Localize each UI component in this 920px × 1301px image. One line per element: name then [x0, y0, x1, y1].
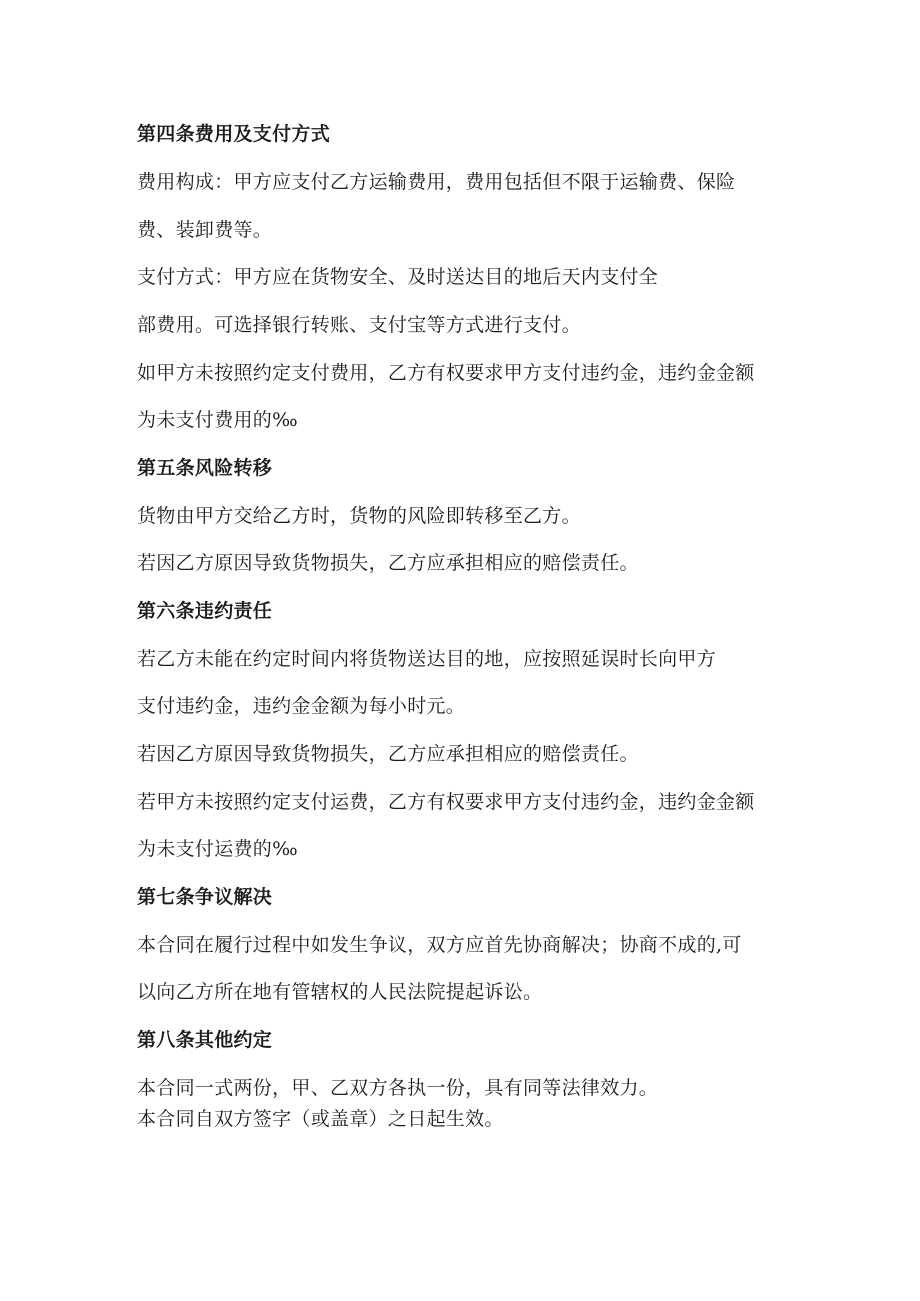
section8-copies-text: 本合同一式两份，甲、乙双方各执一份，具有同等法律效力。	[137, 1077, 659, 1099]
section4-fee-composition-line2: 费、装卸费等。	[137, 219, 273, 241]
section5-risk-transfer-text: 货物由甲方交给乙方时，货物的风险即转移至乙方。	[137, 505, 581, 527]
section7-heading: 第七条争议解决	[137, 886, 273, 908]
section8-heading: 第八条其他约定	[137, 1029, 273, 1051]
section4-payment-method-line1: 支付方式：甲方应在货物安全、及时送达目的地后天内支付全	[137, 266, 659, 288]
section4-late-fee-line2: 为未支付费用的‰	[137, 409, 298, 431]
section7-dispute-line2: 以向乙方所在地有管辖权的人民法院提起诉讼。	[137, 981, 543, 1003]
section8-effective-text: 本合同自双方签字（或盖章）之日起生效。	[137, 1108, 504, 1130]
section7-dispute-line1: 本合同在履行过程中如发生争议，双方应首先协商解决；协商不成的,可	[137, 934, 742, 956]
section4-late-fee-line1: 如甲方未按照约定支付费用，乙方有权要求甲方支付违约金，违约金金额	[137, 362, 755, 384]
section6-late-freight-line1: 若甲方未按照约定支付运费，乙方有权要求甲方支付违约金，违约金金额	[137, 791, 755, 813]
section6-delay-penalty-line1: 若乙方未能在约定时间内将货物送达目的地，应按照延误时长向甲方	[137, 648, 717, 670]
section5-heading: 第五条风险转移	[137, 457, 273, 479]
section6-liability-text: 若因乙方原因导致货物损失，乙方应承担相应的赔偿责任。	[137, 743, 639, 765]
section4-fee-composition-line1: 费用构成：甲方应支付乙方运输费用，费用包括但不限于运输费、保险	[137, 171, 736, 193]
section5-liability-text: 若因乙方原因导致货物损失，乙方应承担相应的赔偿责任。	[137, 552, 639, 574]
section6-late-freight-line2: 为未支付运费的‰	[137, 838, 298, 860]
section6-delay-penalty-line2: 支付违约金，违约金金额为每小时元。	[137, 695, 466, 717]
section4-heading: 第四条费用及支付方式	[137, 123, 331, 145]
section6-heading: 第六条违约责任	[137, 600, 273, 622]
section4-payment-method-line2: 部费用。可选择银行转账、支付宝等方式进行支付。	[137, 314, 581, 336]
